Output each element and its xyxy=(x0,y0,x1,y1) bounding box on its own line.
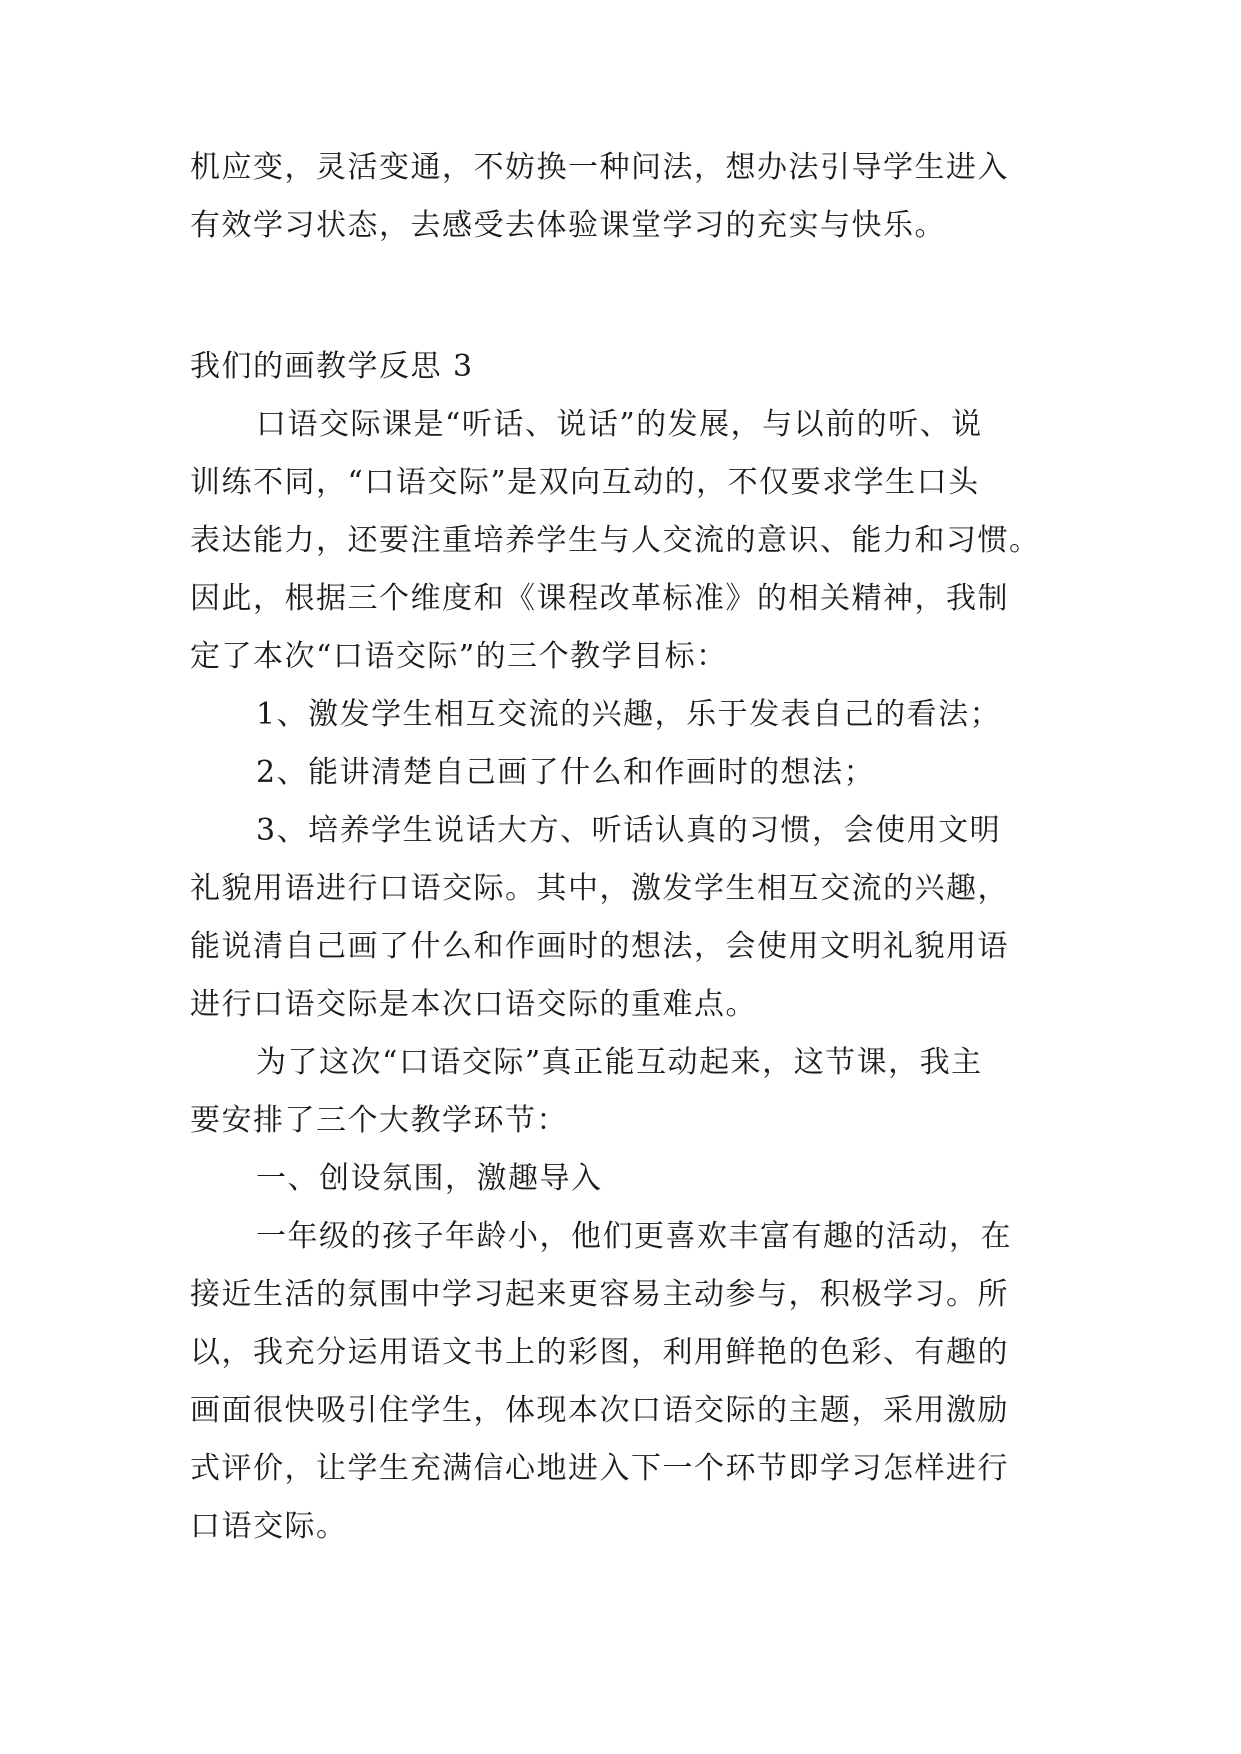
text-line: 口语交际。 xyxy=(190,1509,348,1544)
text-line: 表达能力，还要注重培养学生与人交流的意识、能力和习惯。 xyxy=(190,523,1041,558)
text-line: 画面很快吸引住学生，体现本次口语交际的主题，采用激励 xyxy=(190,1393,1009,1428)
text-line: 为了这次“口语交际”真正能互动起来，这节课，我主 xyxy=(256,1045,983,1080)
text-line: 一年级的孩子年龄小，他们更喜欢丰富有趣的活动，在 xyxy=(256,1219,1012,1254)
text-line: 训练不同，“口语交际”是双向互动的，不仅要求学生口头 xyxy=(190,465,980,500)
text-line: 要安排了三个大教学环节： xyxy=(190,1103,568,1138)
text-line: 定了本次“口语交际”的三个教学目标： xyxy=(190,639,728,674)
text-line: 式评价，让学生充满信心地进入下一个环节即学习怎样进行 xyxy=(190,1451,1009,1486)
intro-paragraph xyxy=(190,139,1070,255)
text-line: 进行口语交际是本次口语交际的重难点。 xyxy=(190,987,757,1022)
text-line: 因此，根据三个维度和《课程改革标准》的相关精神，我制 xyxy=(190,581,1009,616)
text-line: 能说清自己画了什么和作画时的想法，会使用文明礼貌用语 xyxy=(190,929,1009,964)
text-line: 有效学习状态，去感受去体验课堂学习的充实与快乐。 xyxy=(190,208,946,243)
text-line: 2、能讲清楚自己画了什么和作画时的想法； xyxy=(256,755,876,790)
text-line: 1、激发学生相互交流的兴趣，乐于发表自己的看法； xyxy=(256,697,1002,732)
text-line: 接近生活的氛围中学习起来更容易主动参与，积极学习。所 xyxy=(190,1277,1009,1312)
text-line: 以，我充分运用语文书上的彩图，利用鲜艳的色彩、有趣的 xyxy=(190,1335,1009,1370)
text-line: 一、创设氛围，激趣导入 xyxy=(256,1161,603,1196)
text-line: 机应变，灵活变通，不妨换一种问法，想办法引导学生进入 xyxy=(190,150,1009,185)
body-paragraphs xyxy=(190,396,1070,1556)
text-line: 口语交际课是“听话、说话”的发展，与以前的听、说 xyxy=(256,407,983,442)
section-heading: 我们的画教学反思 3 xyxy=(190,349,474,384)
text-line: 礼貌用语进行口语交际。其中，激发学生相互交流的兴趣， xyxy=(190,871,1009,906)
text-line: 3、培养学生说话大方、听话认真的习惯，会使用文明 xyxy=(256,813,1002,848)
